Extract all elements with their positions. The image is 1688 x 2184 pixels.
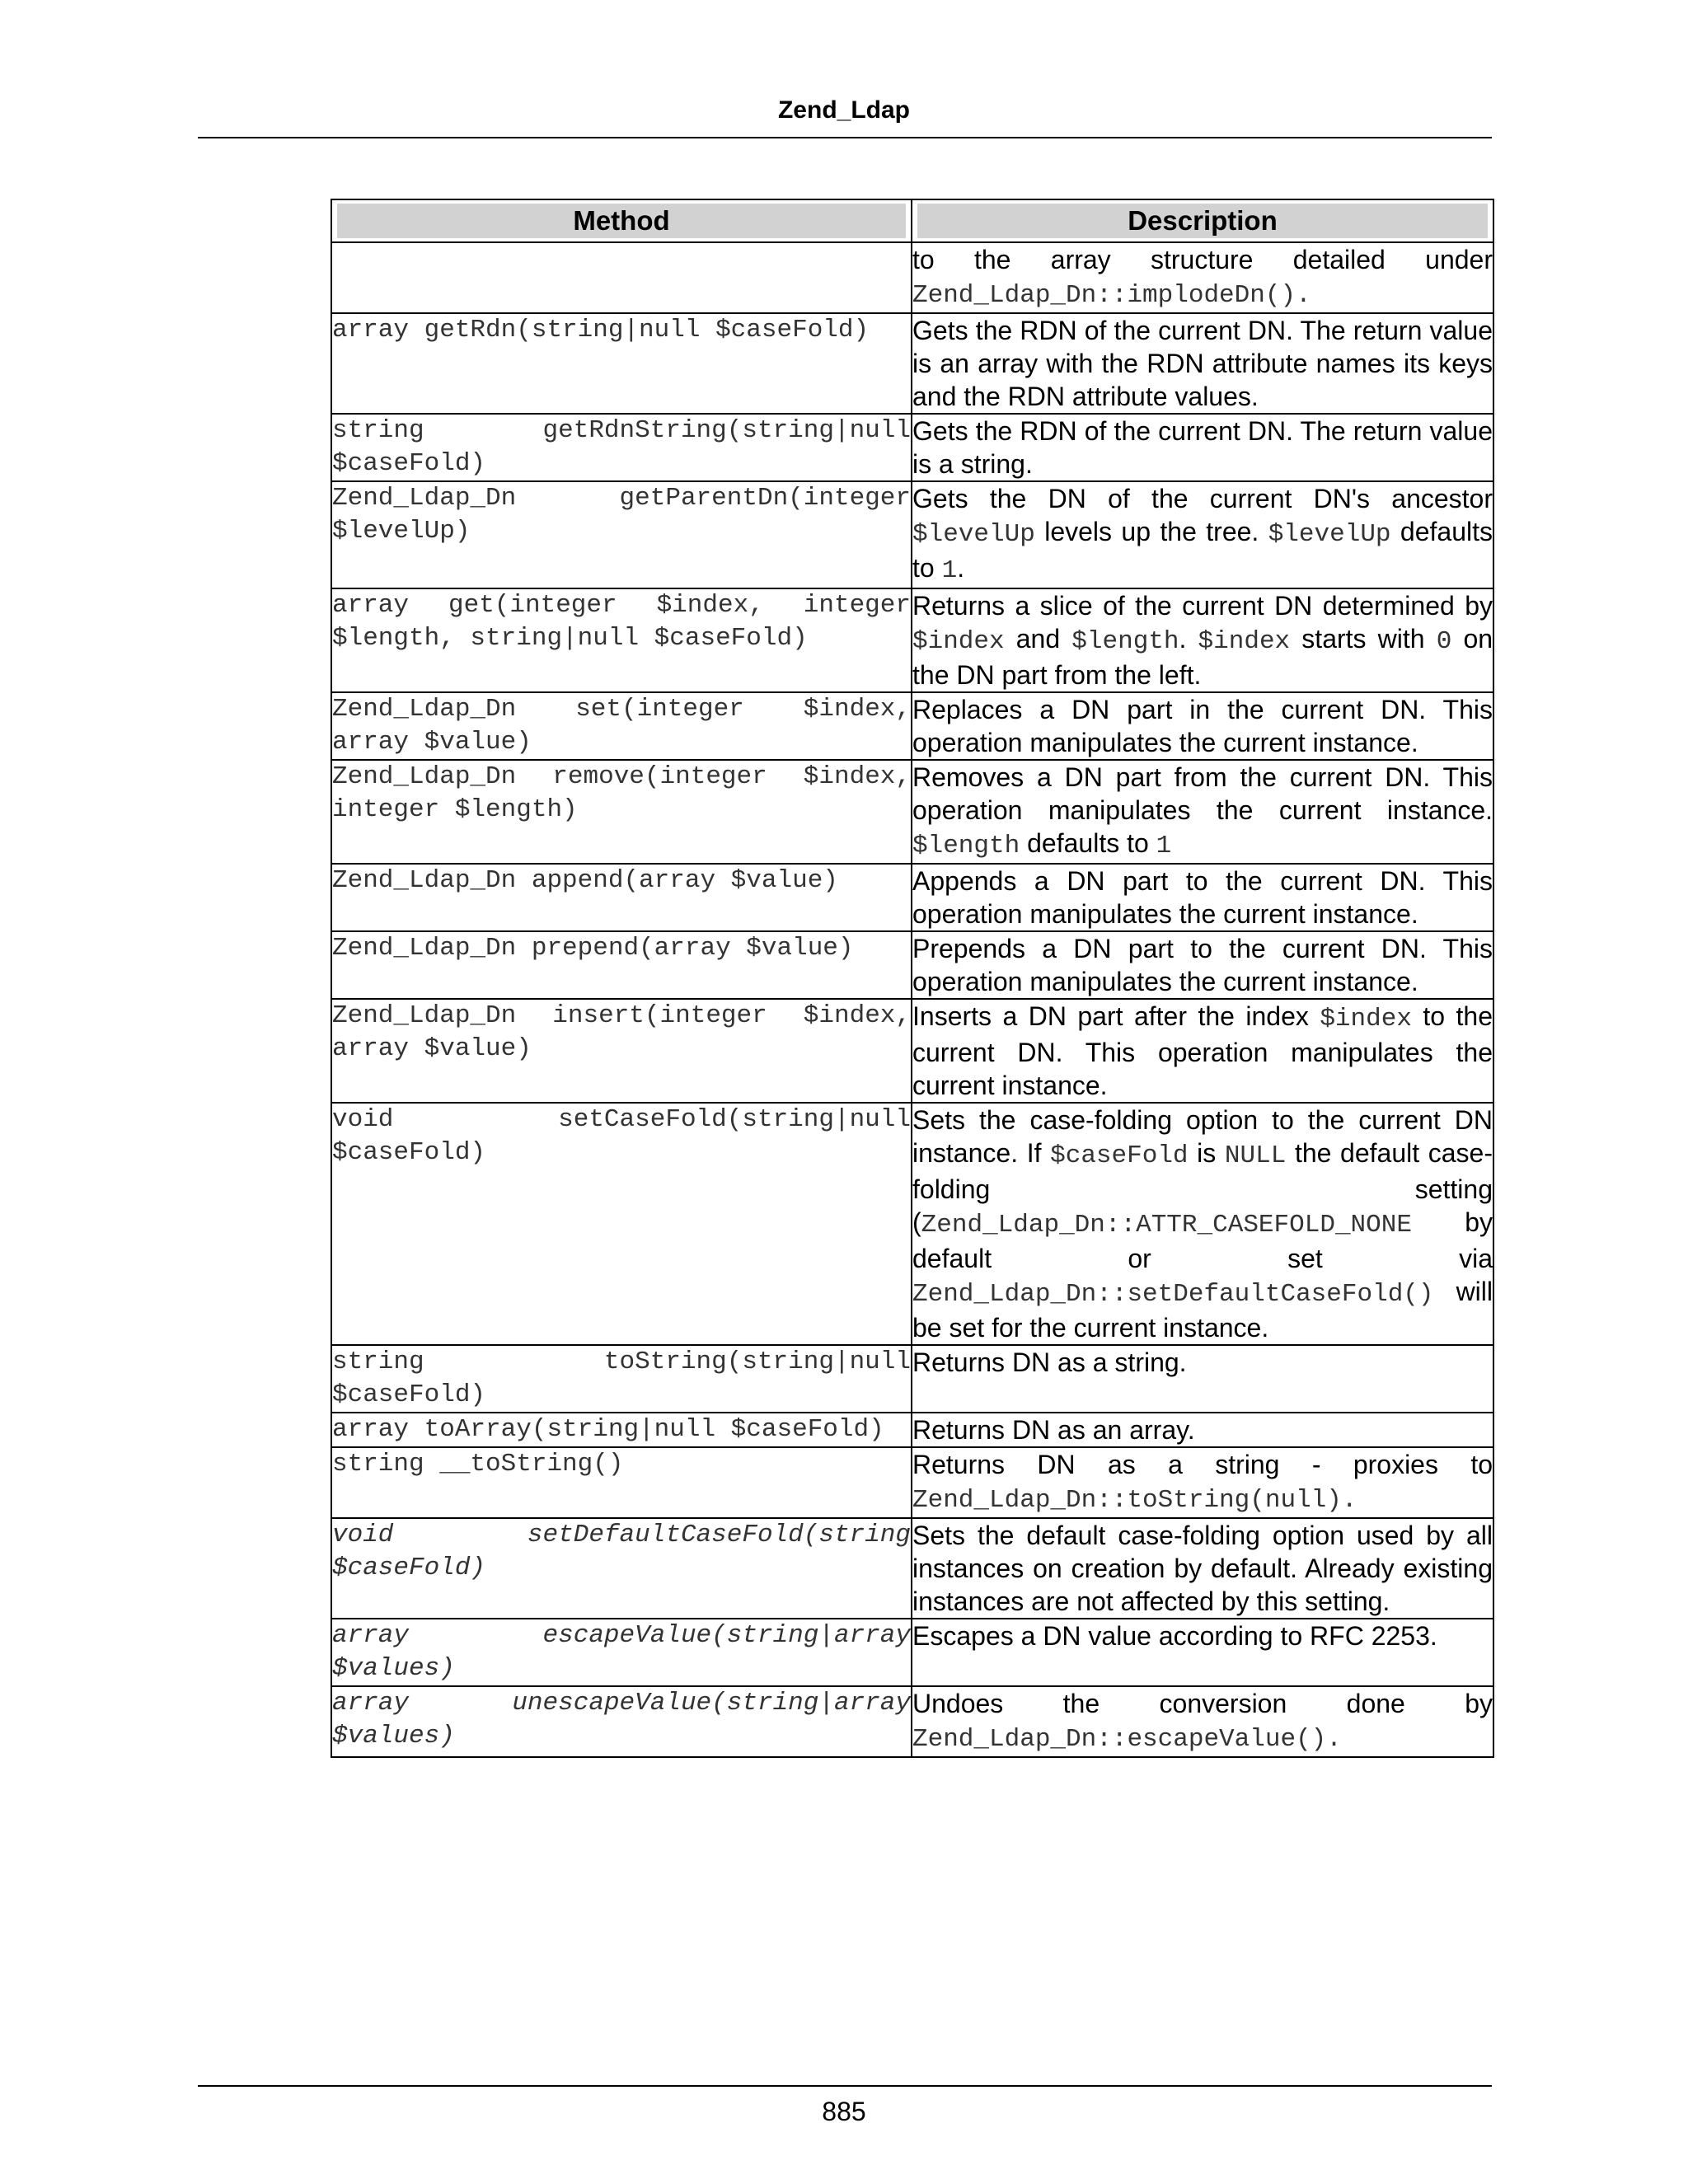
description-text: the default case-folding setting ( (912, 1138, 1493, 1237)
table-row (331, 931, 1493, 999)
table-row (331, 1447, 1493, 1518)
table-row (331, 313, 1493, 414)
description-text: Escapes a DN value according to RFC 2253. (912, 1621, 1437, 1651)
method-description (912, 313, 1493, 414)
description-text: Sets the default case-folding option used by all instances on creation by default. Already existing instances are not affected by this setting. (912, 1521, 1493, 1616)
method-description (912, 481, 1493, 588)
description-text: Returns a slice of the current DN determined by (912, 591, 1493, 621)
inline-code: NULL (1224, 1141, 1287, 1170)
inline-code: $length (912, 832, 1020, 860)
method-description (912, 1518, 1493, 1619)
method-signature: Zend_Ldap_Dn prepend(array $value) (331, 931, 912, 999)
table-row (331, 481, 1493, 588)
inline-code: $levelUp (912, 520, 1035, 549)
inline-code: $levelUp (1268, 520, 1391, 549)
method-signature: Zend_Ldap_Dn insert(integer $index, array $value) (331, 999, 912, 1103)
inline-code: 1 (1156, 832, 1172, 860)
inline-code: $index (912, 627, 1005, 656)
table-row (331, 1686, 1493, 1757)
description-text: starts with (1290, 624, 1437, 654)
inline-code: Zend_Ldap_Dn::ATTR_CASEFOLD_NONE (921, 1211, 1412, 1240)
method-signature: void setCaseFold(string|null $caseFold) (331, 1103, 912, 1345)
description-text: is (1188, 1138, 1225, 1168)
description-text: Gets the RDN of the current DN. The return value is a string. (912, 416, 1493, 479)
running-header: Zend_Ldap (777, 96, 910, 124)
method-description (912, 1619, 1493, 1686)
description-text: to the array structure detailed under (912, 245, 1493, 274)
method-signature: Zend_Ldap_Dn set(integer $index, array $value) (331, 692, 912, 760)
inline-code: Zend_Ldap_Dn::implodeDn(). (912, 281, 1311, 310)
description-text: by default or set via (912, 1207, 1493, 1273)
description-text: Returns DN as a string - proxies to (912, 1450, 1493, 1479)
inline-code: $caseFold (1050, 1141, 1189, 1170)
table-row (331, 864, 1493, 931)
description-text: Gets the DN of the current DN's ancestor (912, 484, 1493, 513)
inline-code: Zend_Ldap_Dn::escapeValue(). (912, 1725, 1342, 1754)
method-signature (331, 242, 912, 313)
method-table (331, 199, 1494, 1758)
method-description (912, 588, 1493, 692)
table-row (331, 999, 1493, 1103)
inline-code: 1 (941, 556, 958, 585)
method-header-label: Method (337, 204, 906, 238)
description-text: Returns DN as a string. (912, 1347, 1187, 1377)
method-signature: array get(integer $index, integer $length, string|null $caseFold) (331, 588, 912, 692)
description-text: will be set for the current instance. (912, 1277, 1493, 1343)
table-row (331, 760, 1493, 864)
inline-code: $index (1320, 1005, 1412, 1033)
page-number: 885 (822, 2097, 866, 2126)
table-row (331, 1518, 1493, 1619)
inline-code: $length (1071, 627, 1179, 656)
method-description (912, 692, 1493, 760)
method-description (912, 864, 1493, 931)
description-text: Appends a DN part to the current DN. This operation manipulates the current instance. (912, 866, 1493, 929)
method-signature: array unescapeValue(string|array $values) (331, 1686, 912, 1757)
description-text: defaults to (912, 517, 1493, 583)
description-text: defaults to (1020, 828, 1156, 858)
description-text: to the current DN. This operation manipulates the current instance. (912, 1001, 1493, 1100)
inline-code: Zend_Ldap_Dn::toString(null). (912, 1486, 1357, 1515)
method-signature: string getRdnString(string|null $caseFold) (331, 414, 912, 481)
table-row (331, 692, 1493, 760)
description-column-header (912, 199, 1493, 242)
method-column-header (331, 199, 912, 242)
description-text: Inserts a DN part after the index (912, 1001, 1320, 1031)
description-text: levels up the tree. (1034, 517, 1268, 546)
description-text: Sets the case-folding option to the current DN instance. If (912, 1105, 1493, 1168)
table-row (331, 1413, 1493, 1447)
header-rule (198, 137, 1492, 138)
description-text: Replaces a DN part in the current DN. This operation manipulates the current instance. (912, 695, 1493, 757)
table-row (331, 588, 1493, 692)
table-row (331, 242, 1493, 313)
method-signature: string __toString() (331, 1447, 912, 1518)
table-header-row (331, 199, 1493, 242)
description-text: and (1004, 624, 1072, 654)
method-signature: Zend_Ldap_Dn remove(integer $index, integer $length) (331, 760, 912, 864)
description-text: . (1179, 624, 1198, 654)
method-signature: void setDefaultCaseFold(string $caseFold) (331, 1518, 912, 1619)
table-body (331, 242, 1493, 1757)
method-signature: Zend_Ldap_Dn getParentDn(integer $levelUp) (331, 481, 912, 588)
method-signature: Zend_Ldap_Dn append(array $value) (331, 864, 912, 931)
table-row (331, 1103, 1493, 1345)
method-signature: array getRdn(string|null $caseFold) (331, 313, 912, 414)
inline-code: Zend_Ldap_Dn::setDefaultCaseFold() (912, 1280, 1434, 1309)
table-row (331, 1619, 1493, 1686)
method-description (912, 1686, 1493, 1757)
method-signature: array toArray(string|null $caseFold) (331, 1413, 912, 1447)
description-text: Prepends a DN part to the current DN. This operation manipulates the current instance. (912, 934, 1493, 996)
description-text: Undoes the conversion done by (912, 1689, 1493, 1718)
footer-rule (198, 2085, 1492, 2087)
method-description (912, 999, 1493, 1103)
method-description (912, 760, 1493, 864)
method-signature: string toString(string|null $caseFold) (331, 1345, 912, 1413)
description-text: on the DN part from the left. (912, 624, 1493, 690)
description-text: Removes a DN part from the current DN. This operation manipulates the current instance. (912, 762, 1493, 825)
method-description (912, 1345, 1493, 1413)
inline-code: 0 (1436, 627, 1452, 656)
method-description (912, 1447, 1493, 1518)
method-description (912, 1413, 1493, 1447)
description-text: Returns DN as an array. (912, 1415, 1195, 1445)
table-row (331, 1345, 1493, 1413)
inline-code: $index (1198, 627, 1291, 656)
table-row (331, 414, 1493, 481)
method-description (912, 414, 1493, 481)
method-signature: array escapeValue(string|array $values) (331, 1619, 912, 1686)
method-description (912, 1103, 1493, 1345)
description-header-label: Description (917, 204, 1488, 238)
method-description (912, 242, 1493, 313)
description-text: . (957, 553, 965, 583)
method-description (912, 931, 1493, 999)
description-text: Gets the RDN of the current DN. The return value is an array with the RDN attribute names its keys and the RDN attribute values. (912, 316, 1493, 411)
